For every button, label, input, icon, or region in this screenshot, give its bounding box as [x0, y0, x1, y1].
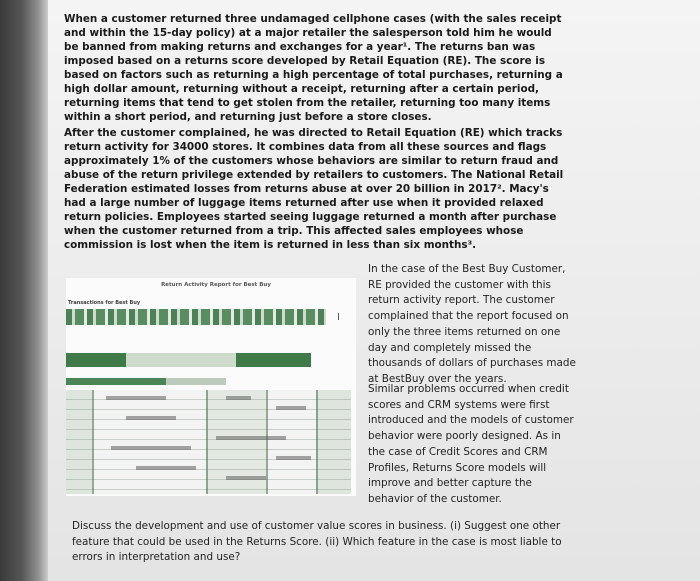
table-cell-blur	[226, 396, 251, 400]
report-title: Return Activity Report for Best Buy	[161, 282, 271, 288]
table-cell-blur	[136, 466, 196, 470]
text-cursor-icon: I	[337, 312, 340, 323]
table-divider	[206, 390, 208, 494]
table-cell-blur	[126, 416, 176, 420]
table-divider	[92, 390, 94, 494]
paragraph-best-buy-case: In the case of the Best Buy Customer, RE provided the customer with this return activity report. The customer complained that the report focused on only the three items returned on one day and completely missed the thousands of dollars of purchases made at BestBuy over the years.	[368, 263, 576, 385]
report-transactions-bar	[66, 309, 326, 325]
paragraph-credit-scores: Similar problems occurred when credit scores and CRM systems were first introduced and the models of customer behavior were poorly designed. As in the case of Credit Scores and CRM Profiles, Returns Score models will improve and better capture the behavior of the customer.	[368, 383, 574, 505]
table-cell-blur	[216, 436, 286, 440]
table-cell-blur	[111, 446, 191, 450]
document-page	[48, 0, 700, 581]
table-cell-blur	[226, 476, 266, 480]
table-divider	[266, 390, 268, 494]
table-cell-blur	[276, 406, 306, 410]
paragraph-intro: When a customer returned three undamaged cellphone cases (with the sales receipt and within the 15-day policy) at a major retailer the salesperson told him he would be banned from making returns and exchanges for a year¹. The returns ban was imposed based on a returns score developed by Retail Equation (RE). The score is based on factors such as returning a high percentage of total purchases, returning a high dollar amount, returning without a receipt, returning after a certain period, returning items that tend to get stolen from the retailer, returning too many items within a short period, and returning just before a store closes.	[64, 13, 563, 123]
discussion-question: Discuss the development and use of customer value scores in business. (i) Suggest one other feature that could be used in the Returns Score. (ii) Which feature in the case is most liable to errors in interpretation and use?	[72, 520, 562, 563]
table-divider	[316, 390, 318, 494]
table-cell-blur	[276, 456, 311, 460]
table-cell-blur	[106, 396, 166, 400]
report-summary-bar	[66, 353, 311, 367]
report-transactions-table	[66, 390, 351, 494]
report-subheader-bar	[66, 378, 226, 385]
return-activity-report-image	[66, 278, 356, 496]
report-transactions-header: Transactions for Best Buy	[68, 300, 141, 306]
paragraph-retail-equation: After the customer complained, he was directed to Retail Equation (RE) which tracks return activity for 34000 stores. It combines data from all these sources and flags approximately 1% of the customers whose behaviors are similar to return fraud and abuse of the return privilege extended by retailers to customers. The National Retail Federation estimated losses from returns abuse at over 20 billion in 2017². Macy's had a large number of luggage items returned after use when it provided relaxed return policies. Employees started seeing luggage returned a month after purchase when the customer returned from a trip. This affected sales employees whose commission is lost when the item is returned in less than six months³.	[64, 127, 564, 251]
